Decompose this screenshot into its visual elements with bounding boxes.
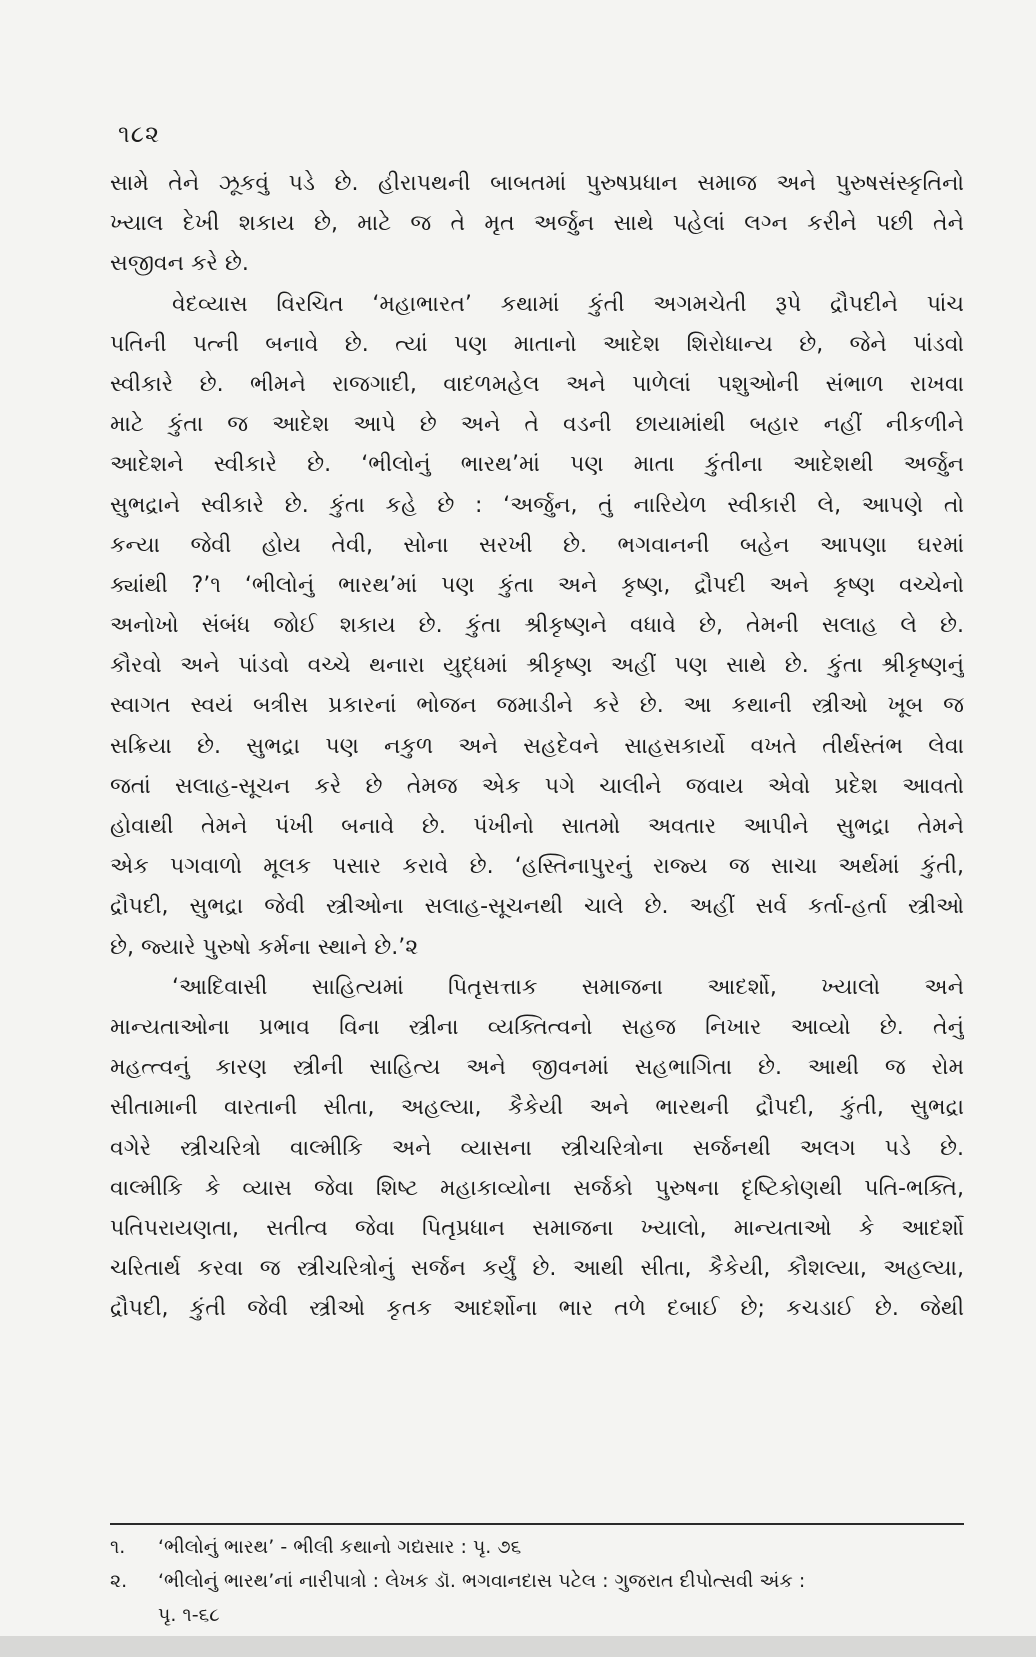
page-number: ૧૮૨ [118,120,161,148]
paragraph-1 [110,164,964,285]
body-text [110,164,964,1329]
text-line: ક્યાંથી ?’૧ ‘ભીલોનું ભારથ’માં પણ કુંતા અને કૃષ્ણ, દ્રૌપદી અને કૃષ્ણ વચ્ચેનો [110,572,964,598]
text-line: ‘આદિવાસી સાહિત્યમાં પિતૃસત્તાક સમાજના આદર્શો, ખ્યાલો અને [172,974,964,1000]
text-line: વાલ્મીકિ કે વ્યાસ જેવા શિષ્ટ મહાકાવ્યોના સર્જકો પુરુષના દૃષ્ટિકોણથી પતિ-ભક્તિ, [110,1175,964,1201]
text-line: સ્વાગત સ્વયં બત્રીસ પ્રકારનાં ભોજન જમાડીને કરે છે. આ કથાની સ્ત્રીઓ ખૂબ જ [110,693,964,719]
text-line: વેદવ્યાસ વિરચિત ‘મહાભારત’ કથામાં કુંતી અગમચેતી રૂપે દ્રૌપદીને પાંચ [172,291,964,317]
text-line: પતિની પત્ની બનાવે છે. ત્યાં પણ માતાનો આદેશ શિરોધાન્ય છે, જેને પાંડવો [110,331,964,357]
text-line: જતાં સલાહ-સૂચન કરે છે તેમજ એક પગે ચાલીને જવાય એવો પ્રદેશ આવતો [110,773,964,799]
footnote-number: ૧. [110,1536,126,1558]
footnote-1 [110,1530,964,1564]
text-line: કન્યા જેવી હોય તેવી, સોના સરખી છે. ભગવાનની બહેન આપણા ઘરમાં [110,532,964,558]
text-line: સામે તેને ઝૂકવું પડે છે. હીરાપથની બાબતમાં પુરુષપ્રધાન સમાજ અને પુરુષસંસ્કૃતિનો [110,171,964,196]
text-line: દ્રૌપદી, કુંતી જેવી સ્ત્રીઓ કૃતક આદર્શોના ભાર તળે દબાઈ છે; કચડાઈ છે. જેથી [110,1296,964,1322]
text-line: માટે કુંતા જ આદેશ આપે છે અને તે વડની છાયામાંથી બહાર નહીં નીકળીને [110,412,964,438]
text-line: કૌરવો અને પાંડવો વચ્ચે થનારા યુદ્ધમાં શ્રીકૃષ્ણ અહીં પણ સાથે છે. કુંતા શ્રીકૃષ્ણનું [110,653,964,679]
text-line: સીતામાની વારતાની સીતા, અહલ્યા, કૈકેયી અને ભારથની દ્રૌપદી, કુંતી, સુભદ્રા [110,1095,964,1121]
text-line: હોવાથી તેમને પંખી બનાવે છે. પંખીનો સાતમો અવતાર આપીને સુભદ્રા તેમને [110,814,964,839]
footnote-divider [110,1523,964,1525]
text-line: વગેરે સ્ત્રીચરિત્રો વાલ્મીકિ અને વ્યાસના સ્ત્રીચરિત્રોના સર્જનથી અલગ પડે છે. [110,1135,964,1161]
text-line: સુભદ્રાને સ્વીકારે છે. કુંતા કહે છે : ‘અર્જુન, તું નારિયેળ સ્વીકારી લે, આપણે તો [110,492,964,518]
paragraph-2 [110,285,964,968]
text-line: અનોખો સંબંધ જોઈ શકાય છે. કુંતા શ્રીકૃષ્ણને વધાવે છે, તેમની સલાહ લે છે. [110,613,964,639]
footnote-text: ‘ભીલોનું ભારથ’નાં નારીપાત્રો : લેખક ડૉ. ભગવાનદાસ પટેલ : ગુજરાત દીપોત્સવી અંક : [158,1570,806,1592]
text-line: સજીવન કરે છે. [110,251,249,277]
footnote-text: ‘ભીલોનું ભારથ’ - ભીલી કથાનો ગદ્યસાર : પૃ. ૭૬ [158,1536,522,1558]
text-line: સક્રિયા છે. સુભદ્રા પણ નકુળ અને સહદેવને સાહસકાર્યો વખતે તીર્થસ્તંભ લેવા [110,733,964,759]
text-line: પતિપરાયણતા, સતીત્વ જેવા પિતૃપ્રધાન સમાજના ખ્યાલો, માન્યતાઓ કે આદર્શો [110,1215,964,1241]
footnote-2 [110,1564,964,1598]
footnote-continuation: પૃ. ૧-૬૮ [158,1604,220,1626]
text-line: મહત્ત્વનું કારણ સ્ત્રીની સાહિત્ય અને જીવનમાં સહભાગિતા છે. આથી જ રોમ [110,1055,964,1081]
text-line: એક પગવાળો મૂલક પસાર કરાવે છે. ‘હસ્તિનાપુરનું રાજ્ય જ સાચા અર્થમાં કુંતી, [110,854,964,880]
footnote-number: ૨. [110,1570,128,1592]
text-line: સ્વીકારે છે. ભીમને રાજગાદી, વાદળમહેલ અને પાળેલાં પશુઓની સંભાળ રાખવા [110,371,964,397]
text-line: ખ્યાલ દેખી શકાય છે, માટે જ તે મૃત અર્જુન સાથે પહેલાં લગ્ન કરીને પછી તેને [110,211,964,237]
footnotes [110,1530,964,1632]
paragraph-3 [110,968,964,1330]
text-line: આદેશને સ્વીકારે છે. ‘ભીલોનું ભારથ’માં પણ માતા કુંતીના આદેશથી અર્જુન [110,452,964,478]
text-line: ચરિતાર્થ કરવા જ સ્ત્રીચરિત્રોનું સર્જન કર્યું છે. આથી સીતા, કૈકેયી, કૌશલ્યા, અહલ્યા, [110,1256,964,1282]
page-edge [0,1636,1036,1657]
text-line: માન્યતાઓના પ્રભાવ વિના સ્ત્રીના વ્યક્તિત્વનો સહજ નિખાર આવ્યો છે. તેનું [110,1014,964,1040]
text-line: છે, જ્યારે પુરુષો કર્મના સ્થાને છે.’૨ [110,934,419,960]
text-line: દ્રૌપદી, સુભદ્રા જેવી સ્ત્રીઓના સલાહ-સૂચનથી ચાલે છે. અહીં સર્વ કર્તા-હર્તા સ્ત્રીઓ [110,894,964,920]
